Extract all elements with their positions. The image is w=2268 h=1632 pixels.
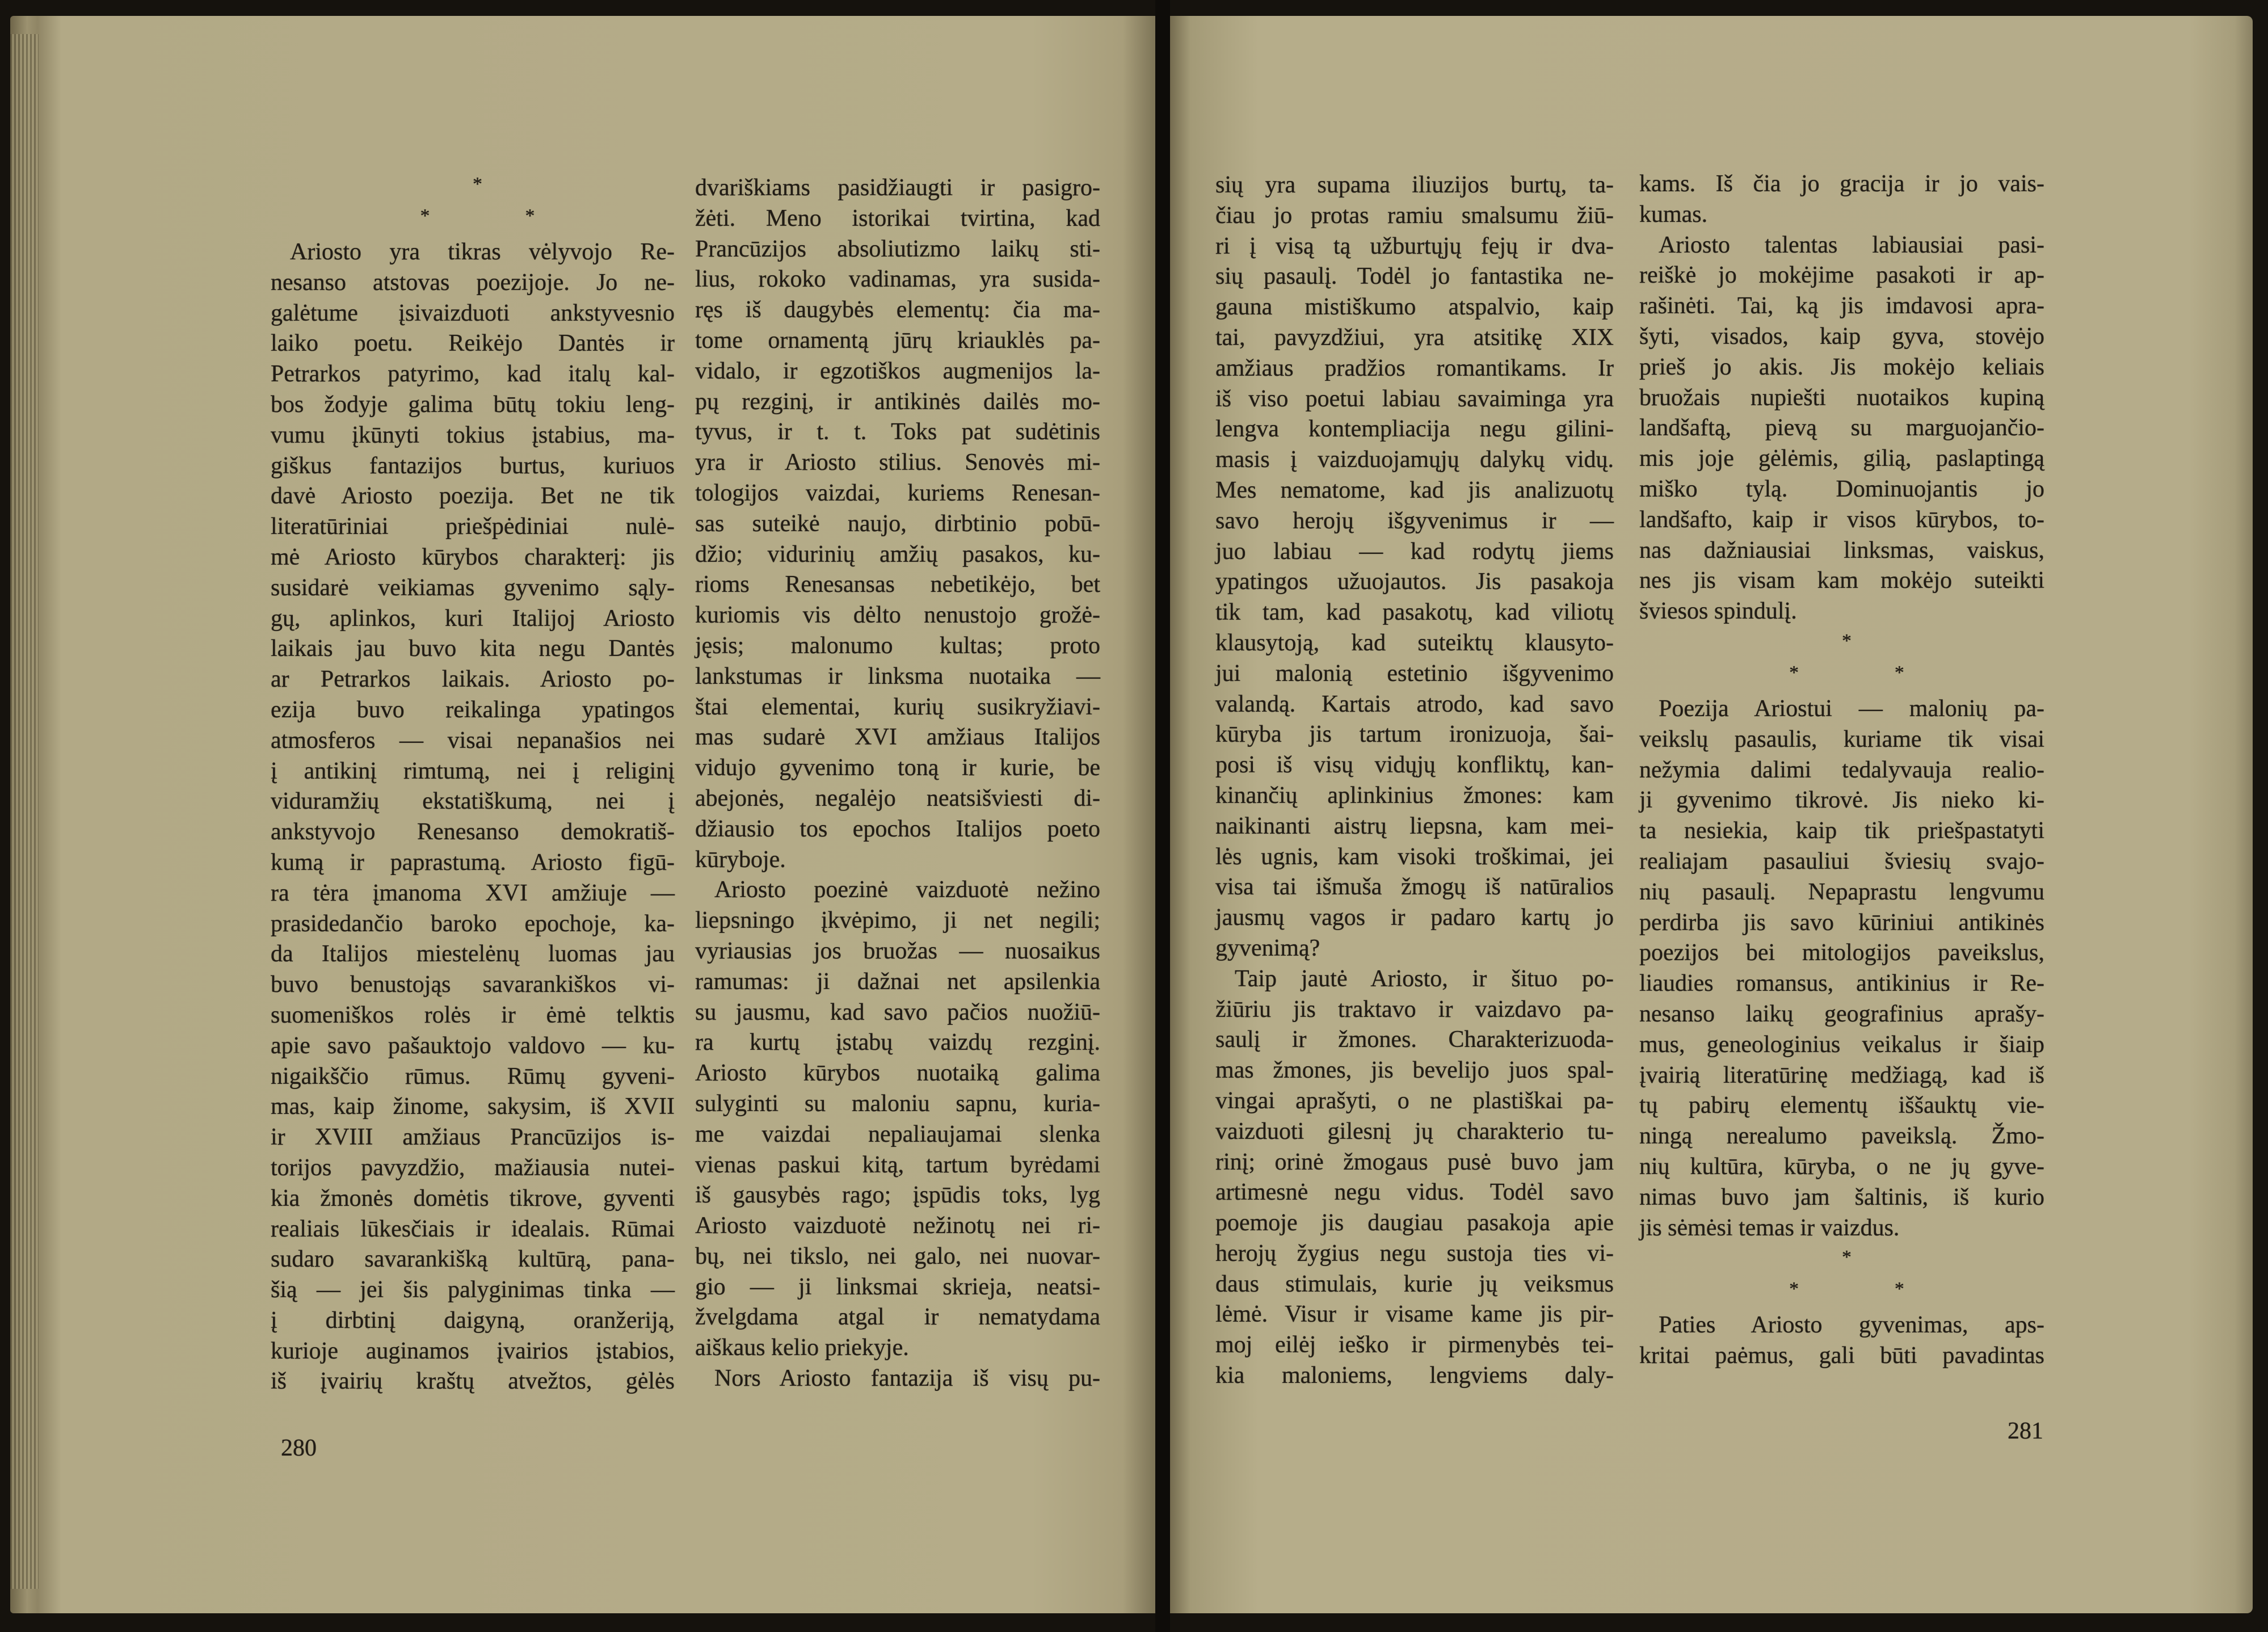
text-line: mė Ariosto kūrybos charakterį: jis: [271, 544, 675, 570]
text-line: Ariosto poezinė vaizduotė nežino: [714, 877, 1100, 903]
text-line: rašinėti. Tai, ką jis imdavosi apra-: [1639, 293, 2044, 319]
text-line: dvariškiams pasidžiaugti ir pasigro-: [695, 175, 1100, 201]
text-line: nių kultūra, kūryba, o ne jų gyve-: [1639, 1153, 2044, 1180]
asterisk-icon: *: [1842, 630, 1852, 651]
text-line: ypatingos užuojautos. Jis pasakoja: [1215, 569, 1614, 595]
text-line: mas, kaip žinome, sakysim, iš XVII: [271, 1093, 675, 1120]
text-line: abejonės, negalėjo neatsišviesti di-: [695, 785, 1100, 811]
text-line: čiau jo protas ramiu smalsumu žiū-: [1215, 202, 1614, 229]
text-line: mus, geneologinius veikalus ir šiaip: [1639, 1031, 2044, 1058]
text-line: iš viso poetui labiau savaiminga yra: [1215, 385, 1614, 412]
text-line: gio — ji linksmai skrieja, neatsi-: [695, 1273, 1100, 1300]
text-line: realiajam pasauliui šviesių svajo-: [1639, 848, 2044, 874]
text-line: nimas buvo jam šaltinis, iš kurio: [1639, 1184, 2044, 1210]
text-line: gų, aplinkos, kuri Italijoj Ariosto: [271, 605, 675, 632]
text-line: nes jis visam kam mokėjo suteikti: [1639, 567, 2044, 594]
text-line: torijos pavyzdžio, mažiausia nutei-: [271, 1154, 675, 1181]
text-line: ezija buvo reikalinga ypatingos: [271, 696, 675, 723]
paragraph: [695, 875, 1100, 1364]
page-number-right: 281: [2008, 1418, 2043, 1444]
text-line: Paties Ariosto gyvenimas, aps-: [1659, 1312, 2044, 1339]
text-line: kia žmonės domėtis tikrove, gyventi: [271, 1185, 675, 1212]
text-line: šyti, visados, kaip gyva, stovėjo: [1639, 323, 2044, 350]
text-line: artimesnė negu vidus. Todėl savo: [1215, 1179, 1614, 1206]
text-line: davė Ariosto poezija. Bet ne tik: [271, 483, 675, 510]
text-line: kia maloniems, lengviems daly-: [1215, 1362, 1614, 1389]
text-line: nas dažniausiai linksmas, vaiskus,: [1639, 537, 2044, 563]
text-line: posi iš visų vidųjų konfliktų, kan-: [1215, 752, 1614, 779]
text-line: Taip jautė Ariosto, ir šituo po-: [1235, 965, 1614, 992]
text-line: landšaftą, pievą su marguojančio-: [1639, 415, 2044, 441]
text-line: žvelgdama atgal ir nematydama: [695, 1304, 1100, 1331]
text-line: kūryboje.: [695, 846, 786, 873]
text-line: nių pasaulį. Nepaprastu lengvumu: [1639, 878, 2044, 905]
asterisk-icon: *: [1842, 1247, 1852, 1268]
text-line: Mes nematome, kad jis analizuotų: [1215, 477, 1614, 503]
text-line: miško tylą. Dominuojantis jo: [1639, 476, 2044, 502]
page-number-left: 280: [281, 1435, 317, 1461]
text-line: literatūriniai priešpėdiniai nulė-: [271, 514, 675, 540]
text-line: kūryba jis tartum ironizuoja, šai-: [1215, 721, 1614, 748]
text-line: kams. Iš čia jo gracija ir jo vais-: [1639, 171, 2044, 197]
text-line: žiūriu jis traktavo ir vaizdavo pa-: [1215, 996, 1614, 1023]
text-line: mis joje gėlėmis, gilią, paslaptingą: [1639, 445, 2044, 472]
text-line: Ariosto talentas labiausiai pasi-: [1659, 232, 2044, 258]
text-line: pų rezginį, ir antikinės dailės mo-: [695, 388, 1100, 415]
asterisk-icon: *: [1894, 1278, 1904, 1300]
text-line: masis į vaizduojamųjų dalykų vidų.: [1215, 447, 1614, 473]
text-line: Prancūzijos absoliutizmo laikų sti-: [695, 235, 1100, 262]
text-line: sių pasaulį. Todėl jo fantastika ne-: [1215, 263, 1614, 290]
text-line: džiausio tos epochos Italijos poeto: [695, 815, 1100, 842]
text-line: liepsningo įkvėpimo, ji net negili;: [695, 907, 1100, 934]
text-line: prieš jo akis. Jis mokėjo keliais: [1639, 354, 2044, 380]
text-line: herojų žygius negu sustoja ties vi-: [1215, 1240, 1614, 1267]
text-line: štai elementai, kurių susikryžiavi-: [695, 693, 1100, 720]
right-page-column-2: [1639, 169, 2044, 1372]
paragraph: [1639, 169, 2044, 230]
text-line: vyriausias jos bruožas — nuosaikus: [695, 937, 1100, 964]
text-line: ji gyvenimo tikrovė. Jis nieko ki-: [1639, 787, 2044, 814]
text-line: ra kurtų įstabų vaizdų rezginį.: [695, 1029, 1100, 1056]
text-line: ramumas: ji dažnai net apsilenkia: [695, 968, 1100, 995]
text-line: vumu įkūnyti tokius įstabius, ma-: [271, 422, 675, 448]
text-line: realiais lūkesčiais ir idealais. Rūmai: [271, 1215, 675, 1242]
text-line: landšafto, kaip ir visos kūrybos, to-: [1639, 506, 2044, 533]
paragraph: [1215, 170, 1614, 964]
text-line: nežymia dalimi tedalyvauja realio-: [1639, 756, 2044, 783]
text-line: iš įvairių kraštų atvežtos, gėlės: [271, 1368, 675, 1395]
asterisk-icon: *: [1894, 662, 1904, 683]
paragraph: [1215, 964, 1614, 1391]
text-line: ręs iš daugybės elementų: čia ma-: [695, 297, 1100, 323]
text-line: šią — jei šis palyginimas tinka —: [271, 1277, 675, 1303]
paragraph: [1639, 694, 2044, 1243]
text-line: žėti. Meno istorikai tvirtina, kad: [695, 205, 1100, 232]
right-page-column-1: [1215, 170, 1614, 1391]
text-line: saulį ir žmones. Charakterizuoda-: [1215, 1027, 1614, 1053]
text-line: vidujo gyvenimo toną ir kurie, be: [695, 755, 1100, 781]
text-line: visa tai išmuša žmogų iš natūralios: [1215, 874, 1614, 901]
text-line: gauna mistiškumo atspalvio, kaip: [1215, 294, 1614, 321]
text-line: sių yra supama iliuzijos burtų, ta-: [1215, 172, 1614, 198]
text-line: yra ir Ariosto stilius. Senovės mi-: [695, 449, 1100, 476]
text-line: rinį; orinė žmogaus pusė buvo jam: [1215, 1149, 1614, 1175]
text-line: kinančių aplinkinius žmones: kam: [1215, 782, 1614, 809]
left-page-column-1: [271, 170, 675, 1397]
text-line: tai, pavyzdžiui, yra atsitikę XIX: [1215, 324, 1614, 351]
paragraph: [695, 1364, 1100, 1394]
text-line: ta nesiekia, kaip tik priešpastatyti: [1639, 818, 2044, 844]
text-line: kuriomis vis dėlto nenustojo grožė-: [695, 602, 1100, 629]
text-line: nesanso laikų geografinius aprašy-: [1639, 1000, 2044, 1027]
text-line: nigaikščio rūmus. Rūmų gyveni-: [271, 1063, 675, 1090]
text-line: daus stimulais, kurie jų veiksmus: [1215, 1271, 1614, 1297]
section-divider-asterisks: [1639, 1243, 2044, 1310]
text-line: sulyginti su maloniu sapnu, kuria-: [695, 1090, 1100, 1117]
text-line: laiko poetu. Reikėjo Dantės ir: [271, 330, 675, 357]
text-line: su jausmu, kad savo pačios nuožiū-: [695, 999, 1100, 1025]
text-line: juo labiau — kad rodytų jiems: [1215, 538, 1614, 565]
text-line: bos žodyje galima būtų tokiu leng-: [271, 391, 675, 418]
text-line: vienas paskui kitą, tartum byrėdami: [695, 1151, 1100, 1178]
text-line: poezijos bei mitologijos paveikslus,: [1639, 940, 2044, 966]
paragraph: [695, 173, 1100, 875]
text-line: prasidedančio baroko epochoje, ka-: [271, 910, 675, 937]
text-line: suomeniškos rolės ir ėmė telktis: [271, 1002, 675, 1028]
asterisk-icon: *: [1789, 1278, 1799, 1300]
asterisk-icon: *: [420, 205, 430, 226]
asterisk-icon: *: [473, 174, 482, 195]
book-gutter: [1155, 0, 1170, 1632]
text-line: tyvus, ir t. t. Toks pat sudėtinis: [695, 419, 1100, 445]
text-line: įvairią literatūrinę medžiagą, kad iš: [1639, 1062, 2044, 1088]
paragraph: [1639, 230, 2044, 627]
text-line: kumą ir paprastumą. Ariosto figū-: [271, 849, 675, 876]
text-line: kumas.: [1639, 201, 1708, 228]
text-line: ar Petrarkos laikais. Ariosto po-: [271, 666, 675, 693]
text-line: moj eilėj ieško ir pirmenybės tei-: [1215, 1332, 1614, 1358]
text-line: savo herojų išgyvenimus ir —: [1215, 507, 1614, 534]
text-line: valandą. Kartais atrodo, kad savo: [1215, 691, 1614, 717]
text-line: ri į visą tą užburtųjų fejų ir dva-: [1215, 233, 1614, 259]
text-line: mas sudarė XVI amžiaus Italijos: [695, 724, 1100, 751]
text-line: Nors Ariosto fantazija iš visų pu-: [714, 1365, 1100, 1392]
text-line: Ariosto vaizduotė nežinotų nei ri-: [695, 1213, 1100, 1239]
page-stack-edge: [10, 34, 39, 1589]
text-line: tik tam, kad pasakotų, kad viliotų: [1215, 599, 1614, 626]
text-line: buvo benustojąs savarankiškos vi-: [271, 971, 675, 998]
text-line: jui malonią estetinio išgyvenimo: [1215, 660, 1614, 687]
text-line: bruožais nupiešti nuotaikos kupiną: [1639, 384, 2044, 411]
text-line: ankstyvojo Renesanso demokratiš-: [271, 819, 675, 846]
asterisk-icon: *: [1789, 662, 1799, 683]
text-line: ra tėra įmanoma XVI amžiuje —: [271, 880, 675, 906]
text-line: vidalo, ir egzotiškos augmenijos la-: [695, 357, 1100, 384]
text-line: į antikinį rimtumą, nei į religinį: [271, 758, 675, 784]
text-line: viduramžių ekstatiškumą, nei į: [271, 788, 675, 815]
text-line: jęsis; malonumo kultas; proto: [695, 632, 1100, 659]
text-line: nesanso atstovas poezijoje. Jo ne-: [271, 269, 675, 296]
section-divider-asterisks: [271, 170, 675, 237]
text-line: jis sėmėsi temas ir vaizdus.: [1639, 1214, 1900, 1241]
text-line: lankstumas ir linksma nuotaika —: [695, 663, 1100, 689]
text-line: džio; vidurinių amžių pasakos, ku-: [695, 541, 1100, 567]
text-line: da Italijos miestelėnų luomas jau: [271, 941, 675, 968]
text-line: susidarė veikiamas gyvenimo sąly-: [271, 574, 675, 601]
left-page-column-2: [695, 173, 1100, 1394]
text-line: perdirba jis savo kūriniui antikinės: [1639, 909, 2044, 936]
text-line: sas suteikė naujo, dirbtinio pobū-: [695, 510, 1100, 537]
text-line: lius, rokoko vadinamas, yra susida-: [695, 266, 1100, 293]
text-line: vaizduoti gilesnį jų charakterio tu-: [1215, 1118, 1614, 1145]
text-line: jausmų vagos ir padaro kartų jo: [1215, 905, 1614, 931]
text-line: klausytoją, kad suteiktų klausyto-: [1215, 629, 1614, 656]
text-line: bų, nei tikslo, nei galo, nei nuovar-: [695, 1243, 1100, 1269]
text-line: aiškaus kelio priekyje.: [695, 1335, 909, 1361]
text-line: Ariosto kūrybos nuotaiką galima: [695, 1060, 1100, 1087]
text-line: iš gausybės rago; įspūdis toks, lyg: [695, 1182, 1100, 1209]
text-line: vingai aprašyti, o ne plastiškai pa-: [1215, 1087, 1614, 1114]
text-line: kritai paėmus, gali būti pavadintas: [1639, 1343, 2044, 1369]
text-line: tome ornamentą jūrų kriauklės pa-: [695, 327, 1100, 354]
asterisk-icon: *: [525, 205, 535, 226]
text-line: sudaro savarankišką kultūrą, pana-: [271, 1246, 675, 1273]
text-line: lėmė. Visur ir visame kame jis pir-: [1215, 1301, 1614, 1328]
text-line: naikinanti aistrų liepsna, kam mei-: [1215, 813, 1614, 839]
text-line: atmosferos — visai nepanašios nei: [271, 727, 675, 754]
text-line: tų pabirų elementų iššauktų vie-: [1639, 1092, 2044, 1119]
section-divider-asterisks: [1639, 627, 2044, 694]
text-line: ir XVIII amžiaus Prancūzijos is-: [271, 1124, 675, 1151]
text-line: liaudies romansus, antikinius ir Re-: [1639, 970, 2044, 997]
text-line: Poezija Ariostui — malonių pa-: [1659, 695, 2044, 722]
text-line: me vaizdai nepaliaujamai slenka: [695, 1121, 1100, 1147]
text-line: mas žmones, jis bevelijo juos spal-: [1215, 1057, 1614, 1084]
text-line: veikslų pasaulis, kuriame tik visai: [1639, 726, 2044, 752]
text-line: lengva kontempliacija negu gilini-: [1215, 416, 1614, 443]
text-line: kurioje auginamos įvairios įstabios,: [271, 1337, 675, 1364]
text-line: Ariosto yra tikras vėlyvojo Re-: [290, 239, 675, 265]
text-line: šviesos spindulį.: [1639, 598, 1797, 625]
text-line: giškus fantazijos burtus, kuriuos: [271, 452, 675, 479]
text-line: reiškė jo mokėjime pasakoti ir ap-: [1639, 262, 2044, 289]
text-line: Petrarkos patyrimo, kad italų kal-: [271, 361, 675, 388]
text-line: galėtume įsivaizduoti ankstyvesnio: [271, 300, 675, 326]
paragraph: [271, 237, 675, 1397]
text-line: lės ugnis, kam visoki troškimai, jei: [1215, 843, 1614, 870]
text-line: laikais jau buvo kita negu Dantės: [271, 636, 675, 662]
text-line: apie savo pašauktojo valdovo — ku-: [271, 1032, 675, 1059]
text-line: gyvenimą?: [1215, 935, 1320, 961]
text-line: tologijos vaizdai, kuriems Renesan-: [695, 479, 1100, 506]
text-line: amžiaus pradžios romantikams. Ir: [1215, 355, 1614, 381]
text-line: poemoje jis daugiau pasakoja apie: [1215, 1210, 1614, 1236]
text-line: ningą nerealumo paveikslą. Žmo-: [1639, 1123, 2044, 1150]
text-line: į dirbtinį daigyną, oranžeriją,: [271, 1307, 675, 1334]
paragraph: [1639, 1310, 2044, 1372]
text-line: rioms Renesansas nebetikėjo, bet: [695, 571, 1100, 598]
